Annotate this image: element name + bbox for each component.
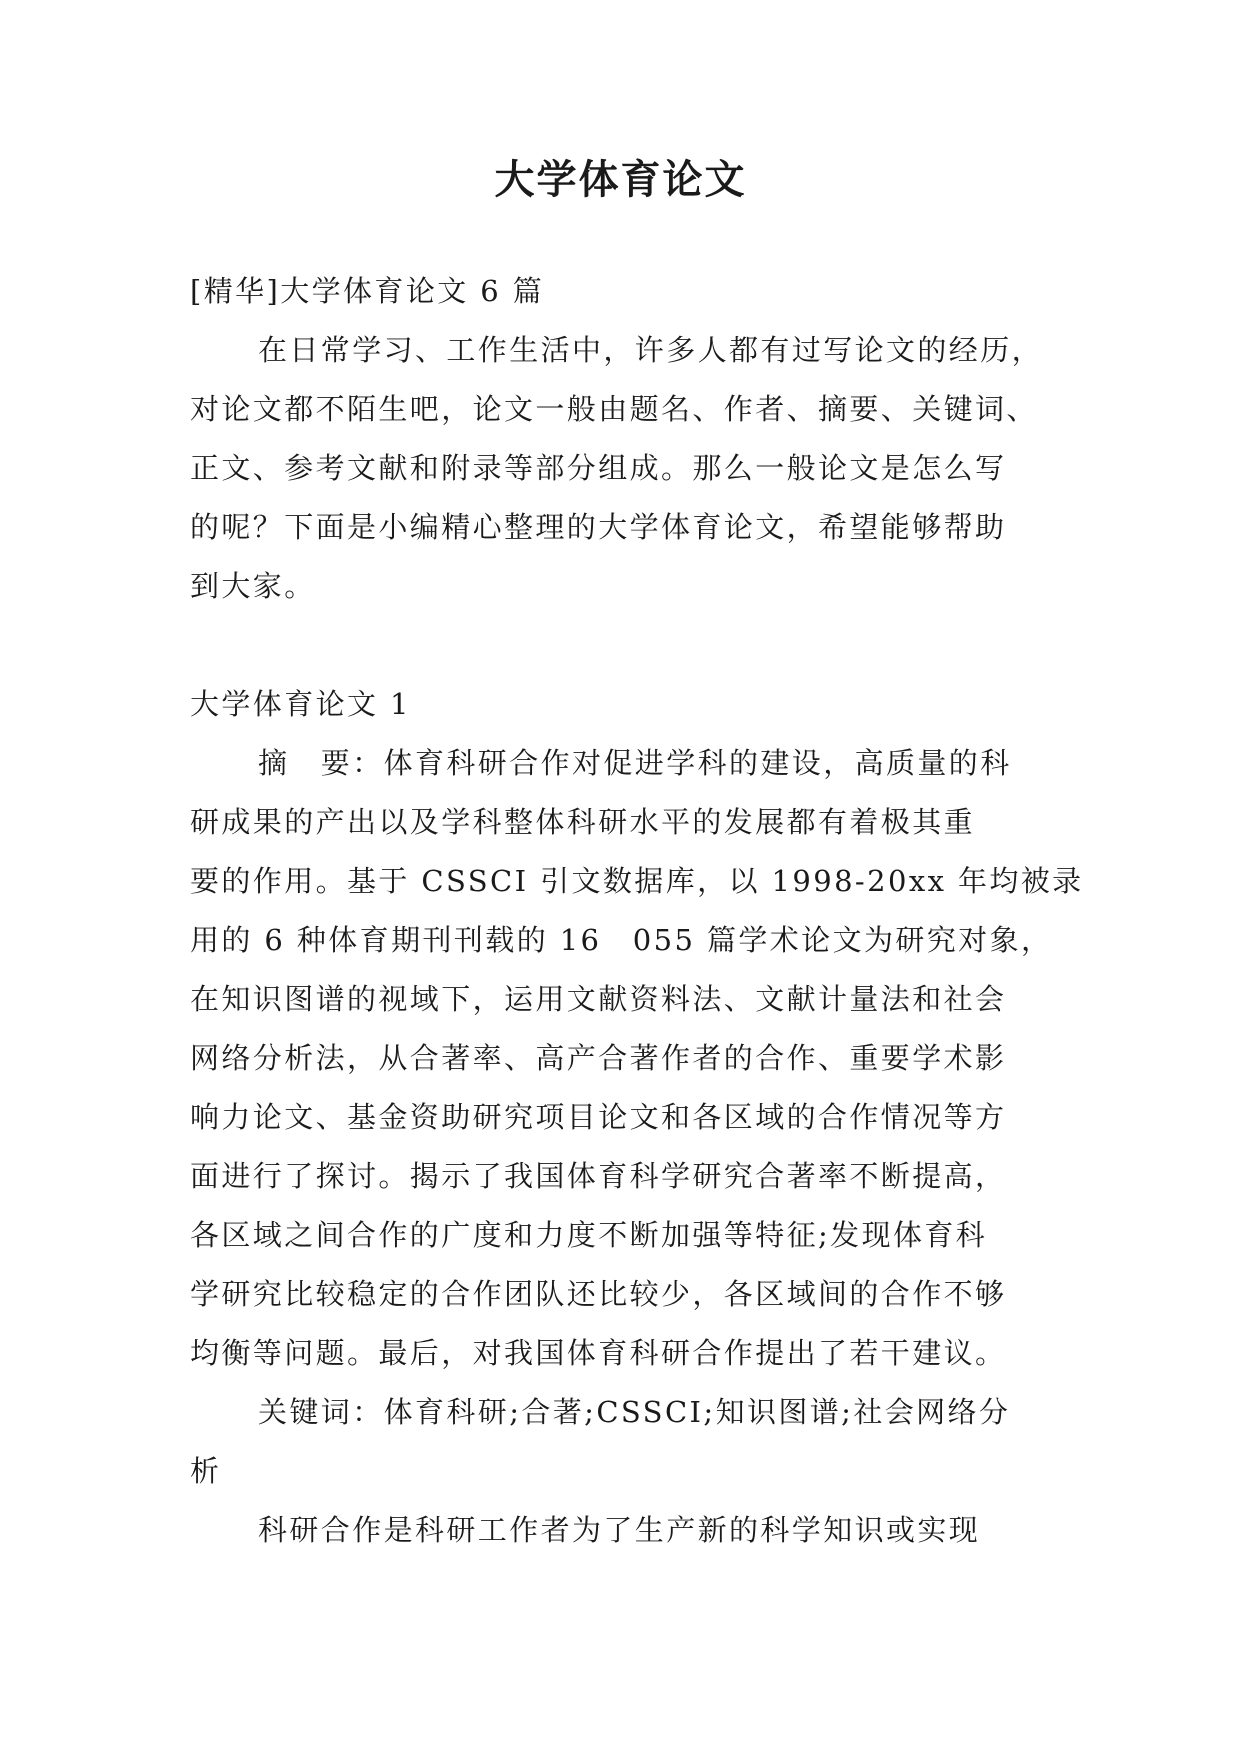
keywords-line: 关键词：体育科研;合著;CSSCI;知识图谱;社会网络分 — [258, 1395, 1011, 1429]
abstract-line: 响力论文、基金资助研究项目论文和各区域的合作情况等方 — [190, 1100, 1007, 1134]
document-subtitle: [精华]大学体育论文 6 篇 — [190, 274, 545, 308]
document-title: 大学体育论文 — [494, 157, 747, 203]
intro-line: 对论文都不陌生吧，论文一般由题名、作者、摘要、关键词、 — [190, 392, 1038, 426]
abstract-line: 要的作用。基于 CSSCI 引文数据库，以 1998-20xx 年均被录 — [190, 864, 1084, 898]
section-heading: 大学体育论文 1 — [190, 687, 411, 721]
abstract-line: 各区域之间合作的广度和力度不断加强等特征;发现体育科 — [190, 1218, 988, 1252]
abstract-line: 在知识图谱的视域下，运用文献资料法、文献计量法和社会 — [190, 982, 1007, 1016]
abstract-line: 面进行了探讨。揭示了我国体育科学研究合著率不断提高， — [190, 1159, 1007, 1193]
body-line: 科研合作是科研工作者为了生产新的科学知识或实现 — [258, 1513, 981, 1547]
intro-line: 到大家。 — [190, 569, 316, 603]
intro-line: 在日常学习、工作生活中，许多人都有过写论文的经历， — [258, 333, 1044, 367]
keywords-paragraph — [190, 1383, 1070, 1501]
paragraph-gap — [190, 616, 1070, 675]
abstract-paragraph — [190, 734, 1084, 1383]
abstract-line: 均衡等问题。最后，对我国体育科研合作提出了若干建议。 — [190, 1336, 1007, 1370]
abstract-line: 摘 要：体育科研合作对促进学科的建设，高质量的科 — [258, 746, 1012, 780]
abstract-line: 研成果的产出以及学科整体科研水平的发展都有着极其重 — [190, 805, 976, 839]
abstract-line: 用的 6 种体育期刊刊载的 16 055 篇学术论文为研究对象， — [190, 923, 1053, 957]
body-paragraph — [190, 1501, 1070, 1560]
intro-paragraph — [190, 321, 1070, 616]
keywords-line: 析 — [190, 1454, 222, 1488]
abstract-line: 学研究比较稳定的合作团队还比较少，各区域间的合作不够 — [190, 1277, 1007, 1311]
intro-line: 的呢？下面是小编精心整理的大学体育论文，希望能够帮助 — [190, 510, 1007, 544]
intro-line: 正文、参考文献和附录等部分组成。那么一般论文是怎么写 — [190, 451, 1007, 485]
abstract-line: 网络分析法，从合著率、高产合著作者的合作、重要学术影 — [190, 1041, 1007, 1075]
document-body — [190, 262, 1084, 1560]
